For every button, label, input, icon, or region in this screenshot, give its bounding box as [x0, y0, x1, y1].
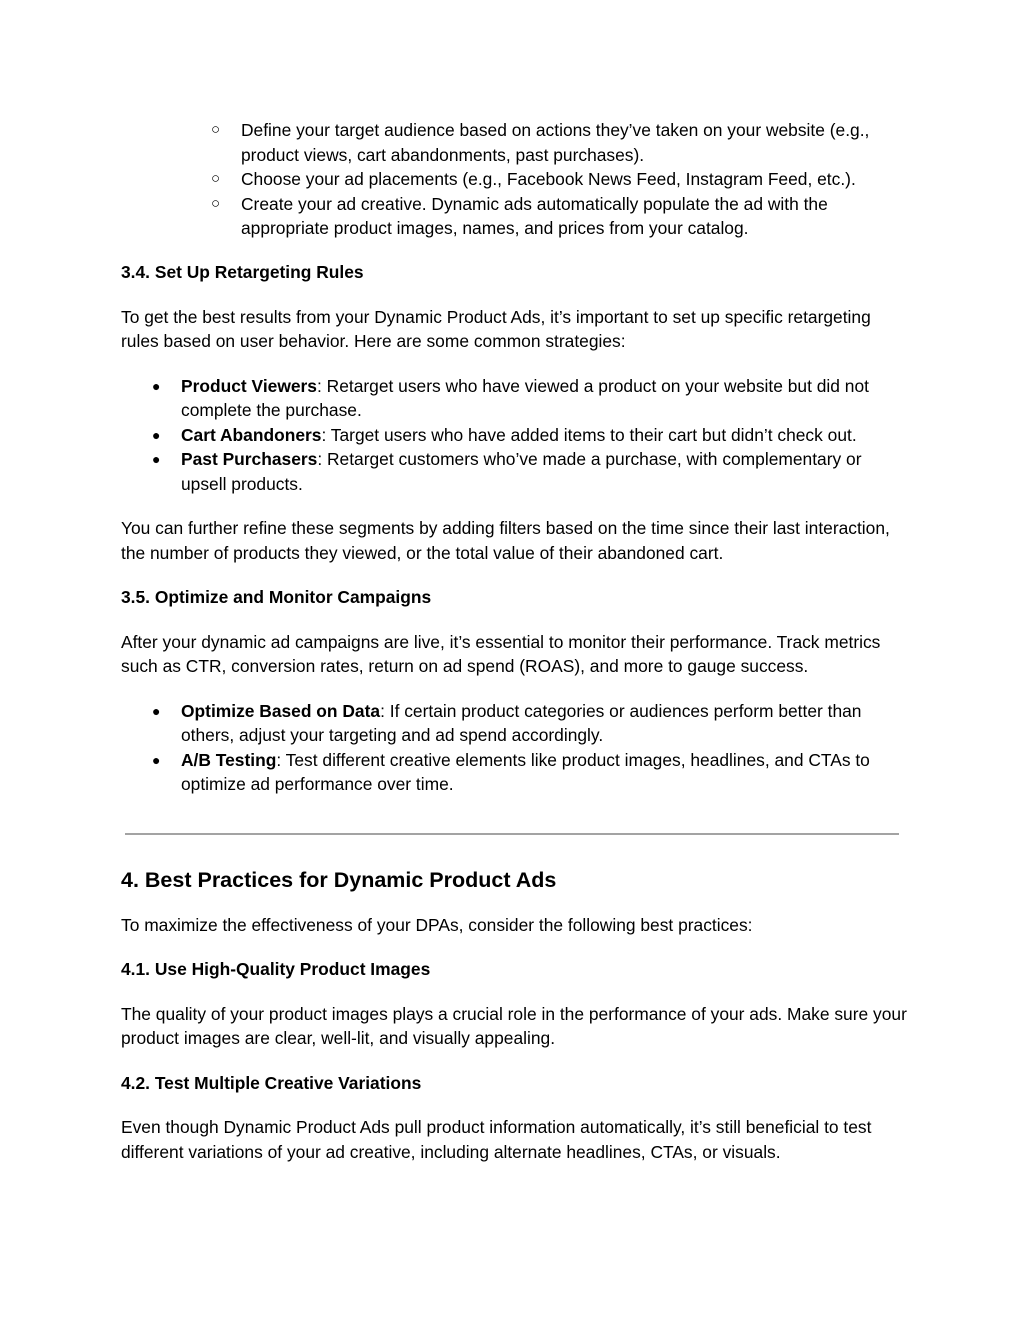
section-heading-4-1: 4.1. Use High-Quality Product Images	[121, 959, 431, 979]
list-item	[152, 748, 911, 797]
filled-bullet-icon: ●	[152, 751, 161, 768]
list-item-text: : If certain product categories or audiences perform better than others, adjust your targeting and ad spend accordingly.	[181, 700, 862, 745]
filled-bullet-icon: ●	[152, 702, 161, 719]
section-divider	[125, 833, 899, 835]
list-item-term: Cart Abandoners	[181, 424, 322, 445]
filled-bullet-icon: ●	[152, 426, 161, 443]
section-paragraph: Even though Dynamic Product Ads pull product information automatically, it’s still beneficial to test different variations of your ad creative, including alternate headlines, CTAs, or visuals.	[121, 1117, 872, 1162]
section-paragraph: You can further refine these segments by adding filters based on the time since their last interaction, the number of products they viewed, or the total value of their abandoned cart.	[121, 518, 890, 563]
section-paragraph: The quality of your product images plays a crucial role in the performance of your ads. Make sure your product images are clear, well-lit, and visually appealing.	[121, 1003, 907, 1048]
placement-steps-list	[211, 118, 911, 241]
section-heading-3-5: 3.5. Optimize and Monitor Campaigns	[121, 587, 432, 607]
list-item-text: : Target users who have added items to their cart but didn’t check out.	[321, 424, 857, 445]
section-heading-4: 4. Best Practices for Dynamic Product Ads	[121, 867, 557, 892]
list-item-term: Product Viewers	[181, 375, 317, 396]
filled-bullet-icon: ●	[152, 451, 161, 467]
list-item	[211, 192, 911, 241]
section-paragraph: To get the best results from your Dynamic Product Ads, it’s important to set up specific retargeting rules based on user behavior. Here are some common strategies:	[121, 306, 871, 351]
list-item-term: A/B Testing	[181, 749, 277, 770]
list-item-term: Past Purchasers	[181, 449, 318, 469]
section-paragraph: To maximize the effectiveness of your DPAs, consider the following best practices:	[121, 914, 753, 935]
filled-bullet-icon: ●	[152, 377, 161, 394]
list-item-text: Define your target audience based on actions they’ve taken on your website (e.g., product views, cart abandonments, past purchases).	[241, 120, 870, 165]
list-item-text: : Retarget customers who’ve made a purchase, with complementary or upsell products.	[181, 449, 862, 494]
section-heading-3-4: 3.4. Set Up Retargeting Rules	[121, 262, 364, 282]
list-item-text: : Test different creative elements like product images, headlines, and CTAs to optimize ad performance over time.	[181, 749, 870, 794]
list-item	[152, 447, 911, 496]
list-item	[152, 374, 911, 423]
list-item	[152, 699, 911, 748]
optimization-list	[152, 699, 911, 797]
list-item	[211, 118, 911, 167]
list-item	[152, 423, 911, 448]
retargeting-strategies-list	[152, 374, 911, 497]
list-item-text: : Retarget users who have viewed a product on your website but did not complete the purchase.	[181, 375, 869, 420]
list-item-term: Optimize Based on Data	[181, 700, 381, 721]
list-item	[211, 167, 911, 192]
section-paragraph: After your dynamic ad campaigns are live, it’s essential to monitor their performance. Track metrics such as CTR, conversion rates, return on ad spend (ROAS), and more to gauge success.	[121, 631, 881, 676]
document-page	[121, 118, 911, 1164]
list-item-text: Create your ad creative. Dynamic ads automatically populate the ad with the appropriate product images, names, and prices from your catalog.	[241, 193, 828, 238]
hollow-bullet-icon: ○	[211, 170, 221, 187]
section-heading-4-2: 4.2. Test Multiple Creative Variations	[121, 1072, 422, 1093]
list-item-text: Choose your ad placements (e.g., Facebook News Feed, Instagram Feed, etc.).	[241, 169, 856, 189]
hollow-bullet-icon: ○	[211, 121, 221, 138]
hollow-bullet-icon: ○	[211, 194, 221, 212]
